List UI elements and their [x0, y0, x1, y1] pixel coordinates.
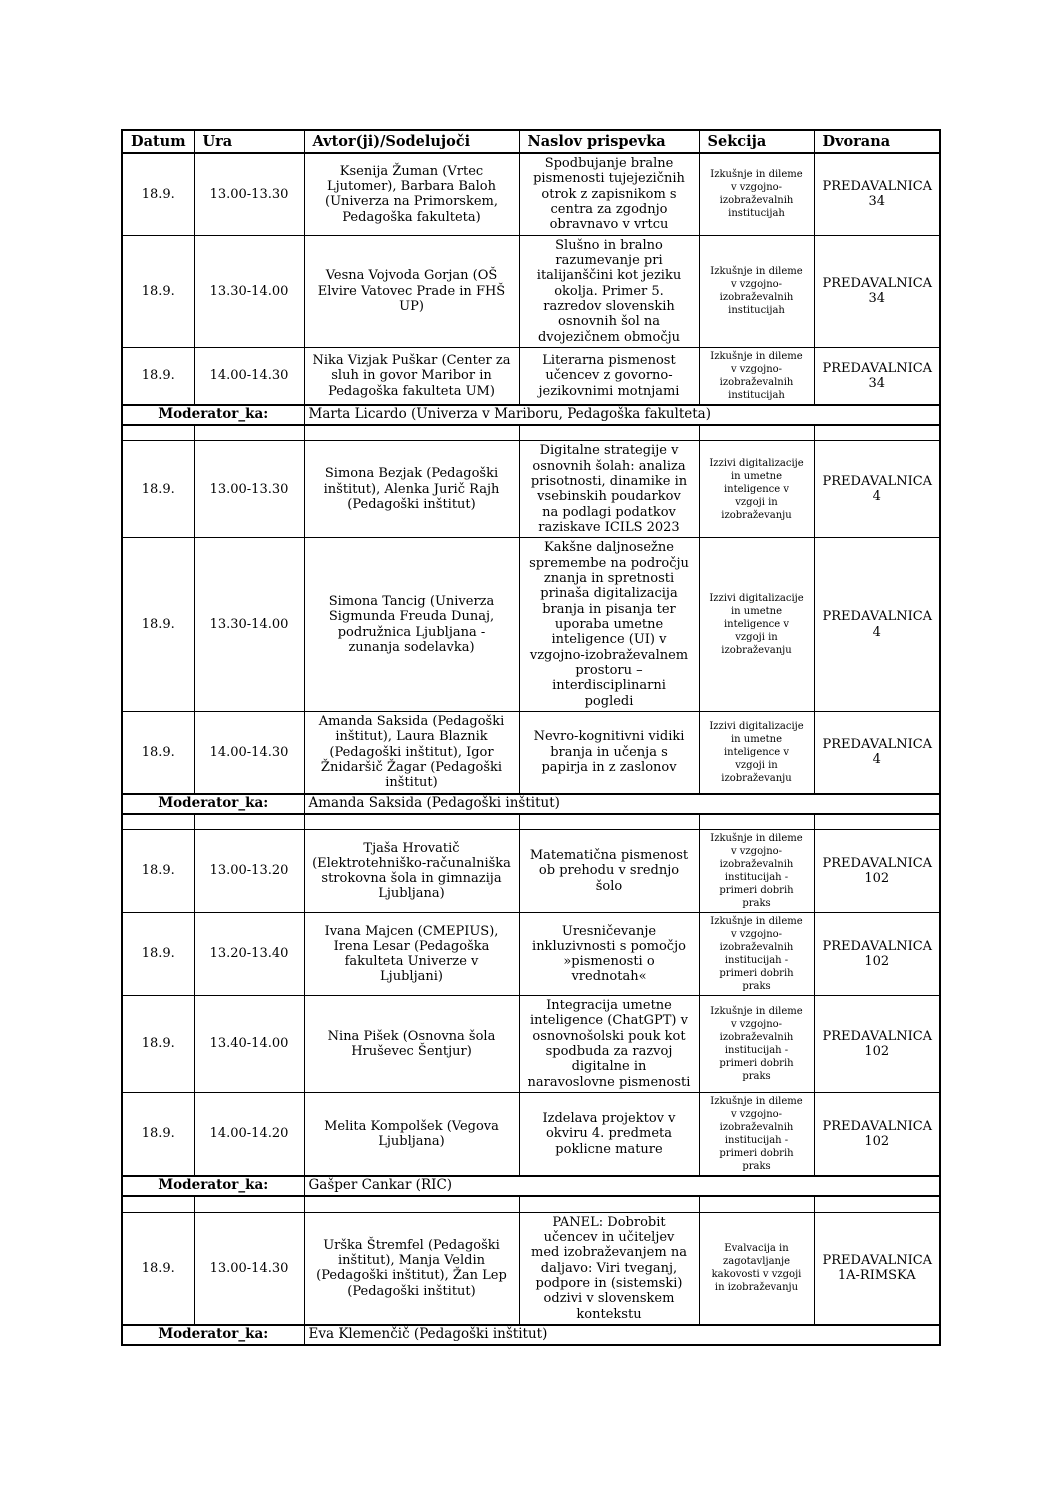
spacer-cell — [519, 814, 699, 830]
cell-avtorji: Simona Bezjak (Pedagoški inštitut), Alenka Jurič Rajh (Pedagoški inštitut) — [304, 441, 519, 538]
spacer-cell — [699, 1196, 814, 1212]
session-row — [122, 153, 940, 235]
spacer-cell — [519, 1196, 699, 1212]
cell-sekcija: Izzivi digitalizacije in umetne inteligence v vzgoji in izobraževanju — [699, 538, 814, 712]
cell-datum: 18.9. — [122, 830, 194, 913]
schedule-body — [122, 153, 940, 1345]
cell-dvorana: PREDAVALNICA 34 — [814, 153, 940, 235]
cell-naslov: Literarna pismenost učencev z govorno-jezikovnimi motnjami — [519, 347, 699, 405]
cell-ura: 14.00-14.20 — [194, 1093, 304, 1177]
cell-datum: 18.9. — [122, 441, 194, 538]
cell-sekcija: Izkušnje in dileme v vzgojno-izobraževalnih institucijah - primeri dobrih praks — [699, 996, 814, 1093]
moderator-name: Eva Klemenčič (Pedagoški inštitut) — [304, 1325, 940, 1345]
moderator-label: Moderator_ka: — [122, 1325, 304, 1345]
cell-dvorana: PREDAVALNICA 34 — [814, 347, 940, 405]
cell-avtorji: Simona Tancig (Univerza Sigmunda Freuda Dunaj, podružnica Ljubljana - zunanja sodelavka) — [304, 538, 519, 712]
cell-ura: 13.00-13.30 — [194, 153, 304, 235]
cell-datum: 18.9. — [122, 153, 194, 235]
spacer-cell — [194, 814, 304, 830]
cell-datum: 18.9. — [122, 913, 194, 996]
cell-avtorji: Nina Pišek (Osnovna šola Hruševec Šentjur) — [304, 996, 519, 1093]
moderator-label: Moderator_ka: — [122, 1176, 304, 1196]
column-header-ura: Ura — [194, 130, 304, 153]
cell-naslov: Slušno in bralno razumevanje pri italijanščini kot jeziku okolja. Primer 5. razredov slovenskih osnovnih šol na dvojezičnem območju — [519, 235, 699, 347]
cell-naslov: Nevro-kognitivni vidiki branja in učenja s papirja in z zaslonov — [519, 712, 699, 794]
cell-avtorji: Ksenija Žuman (Vrtec Ljutomer), Barbara Baloh (Univerza na Primorskem, Pedagoška fakulteta) — [304, 153, 519, 235]
cell-avtorji: Nika Vizjak Puškar (Center za sluh in govor Maribor in Pedagoška fakulteta UM) — [304, 347, 519, 405]
cell-datum: 18.9. — [122, 347, 194, 405]
cell-naslov: Kakšne daljnosežne spremembe na področju znanja in spretnosti prinaša digitalizacija branja in pisanja ter uporaba umetne inteligence (UI) v vzgojno-izobraževalnem prostoru – interdisciplinarni pogledi — [519, 538, 699, 712]
spacer-row — [122, 814, 940, 830]
cell-datum: 18.9. — [122, 1212, 194, 1325]
cell-ura: 13.40-14.00 — [194, 996, 304, 1093]
cell-dvorana: PREDAVALNICA 4 — [814, 441, 940, 538]
cell-naslov: PANEL: Dobrobit učencev in učiteljev med izobraževanjem na daljavo: Viri tveganj, podpore in (sistemski) odzivi v slovenskem kontekstu — [519, 1212, 699, 1325]
moderator-name: Marta Licardo (Univerza v Mariboru, Pedagoška fakulteta) — [304, 405, 940, 425]
cell-dvorana: PREDAVALNICA 102 — [814, 996, 940, 1093]
spacer-cell — [304, 425, 519, 441]
header-row — [122, 130, 940, 153]
moderator-row — [122, 794, 940, 814]
cell-naslov: Spodbujanje bralne pismenosti tujejezičnih otrok z zapisnikom s centra za zgodnjo obravnavo v vrtcu — [519, 153, 699, 235]
column-header-dvorana: Dvorana — [814, 130, 940, 153]
cell-dvorana: PREDAVALNICA 102 — [814, 1093, 940, 1177]
column-header-avtorji: Avtor(ji)/Sodelujoči — [304, 130, 519, 153]
moderator-row — [122, 1176, 940, 1196]
spacer-cell — [122, 425, 194, 441]
spacer-cell — [814, 814, 940, 830]
column-header-datum: Datum — [122, 130, 194, 153]
session-row — [122, 235, 940, 347]
spacer-cell — [122, 1196, 194, 1212]
cell-dvorana: PREDAVALNICA 34 — [814, 235, 940, 347]
cell-ura: 13.00-14.30 — [194, 1212, 304, 1325]
cell-naslov: Izdelava projektov v okviru 4. predmeta poklicne mature — [519, 1093, 699, 1177]
session-row — [122, 830, 940, 913]
cell-dvorana: PREDAVALNICA 4 — [814, 538, 940, 712]
cell-ura: 13.30-14.00 — [194, 538, 304, 712]
cell-avtorji: Ivana Majcen (CMEPIUS), Irena Lesar (Pedagoška fakulteta Univerze v Ljubljani) — [304, 913, 519, 996]
cell-datum: 18.9. — [122, 235, 194, 347]
cell-avtorji: Vesna Vojvoda Gorjan (OŠ Elvire Vatovec Prade in FHŠ UP) — [304, 235, 519, 347]
cell-ura: 13.00-13.20 — [194, 830, 304, 913]
column-header-sekcija: Sekcija — [699, 130, 814, 153]
cell-sekcija: Izkušnje in dileme v vzgojno-izobraževalnih institucijah - primeri dobrih praks — [699, 913, 814, 996]
cell-naslov: Integracija umetne inteligence (ChatGPT) v osnovnošolski pouk kot spodbuda za razvoj digitalne in naravoslovne pismenosti — [519, 996, 699, 1093]
cell-naslov: Digitalne strategije v osnovnih šolah: analiza prisotnosti, dinamike in vsebinskih poudarkov na podlagi podatkov raziskave ICILS 2023 — [519, 441, 699, 538]
cell-dvorana: PREDAVALNICA 102 — [814, 830, 940, 913]
cell-avtorji: Tjaša Hrovatič (Elektrotehniško-računalniška strokovna šola in gimnazija Ljubljana) — [304, 830, 519, 913]
moderator-name: Gašper Cankar (RIC) — [304, 1176, 940, 1196]
cell-sekcija: Izkušnje in dileme v vzgojno-izobraževalnih institucijah — [699, 235, 814, 347]
session-row — [122, 712, 940, 794]
session-row — [122, 996, 940, 1093]
spacer-cell — [194, 1196, 304, 1212]
spacer-cell — [699, 425, 814, 441]
spacer-cell — [122, 814, 194, 830]
cell-sekcija: Izkušnje in dileme v vzgojno-izobraževalnih institucijah — [699, 347, 814, 405]
cell-dvorana: PREDAVALNICA 102 — [814, 913, 940, 996]
cell-ura: 13.20-13.40 — [194, 913, 304, 996]
moderator-label: Moderator_ka: — [122, 794, 304, 814]
cell-avtorji: Amanda Saksida (Pedagoški inštitut), Laura Blaznik (Pedagoški inštitut), Igor Žnidaršič Žagar (Pedagoški inštitut) — [304, 712, 519, 794]
cell-naslov: Matematična pismenost ob prehodu v srednjo šolo — [519, 830, 699, 913]
spacer-cell — [814, 1196, 940, 1212]
session-row — [122, 538, 940, 712]
cell-datum: 18.9. — [122, 712, 194, 794]
schedule-table — [121, 129, 941, 1346]
spacer-cell — [699, 814, 814, 830]
spacer-cell — [519, 425, 699, 441]
moderator-name: Amanda Saksida (Pedagoški inštitut) — [304, 794, 940, 814]
cell-datum: 18.9. — [122, 996, 194, 1093]
cell-sekcija: Izzivi digitalizacije in umetne inteligence v vzgoji in izobraževanju — [699, 712, 814, 794]
cell-datum: 18.9. — [122, 538, 194, 712]
spacer-cell — [304, 814, 519, 830]
cell-dvorana: PREDAVALNICA 4 — [814, 712, 940, 794]
spacer-row — [122, 1196, 940, 1212]
cell-sekcija: Izkušnje in dileme v vzgojno-izobraževalnih institucijah - primeri dobrih praks — [699, 1093, 814, 1177]
cell-ura: 14.00-14.30 — [194, 347, 304, 405]
cell-avtorji: Melita Kompolšek (Vegova Ljubljana) — [304, 1093, 519, 1177]
spacer-cell — [814, 425, 940, 441]
cell-sekcija: Izkušnje in dileme v vzgojno-izobraževalnih institucijah - primeri dobrih praks — [699, 830, 814, 913]
moderator-label: Moderator_ka: — [122, 405, 304, 425]
session-row — [122, 441, 940, 538]
column-header-naslov: Naslov prispevka — [519, 130, 699, 153]
spacer-row — [122, 425, 940, 441]
cell-ura: 14.00-14.30 — [194, 712, 304, 794]
moderator-row — [122, 1325, 940, 1345]
cell-sekcija: Izzivi digitalizacije in umetne inteligence v vzgoji in izobraževanju — [699, 441, 814, 538]
session-row — [122, 1212, 940, 1325]
cell-ura: 13.00-13.30 — [194, 441, 304, 538]
cell-ura: 13.30-14.00 — [194, 235, 304, 347]
session-row — [122, 913, 940, 996]
cell-naslov: Uresničevanje inkluzivnosti s pomočjo »pismenosti o vrednotah« — [519, 913, 699, 996]
session-row — [122, 1093, 940, 1177]
cell-sekcija: Evalvacija in zagotavljanje kakovosti v vzgoji in izobraževanju — [699, 1212, 814, 1325]
cell-datum: 18.9. — [122, 1093, 194, 1177]
spacer-cell — [194, 425, 304, 441]
cell-sekcija: Izkušnje in dileme v vzgojno-izobraževalnih institucijah — [699, 153, 814, 235]
moderator-row — [122, 405, 940, 425]
spacer-cell — [304, 1196, 519, 1212]
cell-dvorana: PREDAVALNICA 1A-RIMSKA — [814, 1212, 940, 1325]
session-row — [122, 347, 940, 405]
cell-avtorji: Urška Štremfel (Pedagoški inštitut), Manja Veldin (Pedagoški inštitut), Žan Lep (Pedagoški inštitut) — [304, 1212, 519, 1325]
table-header — [122, 130, 940, 153]
